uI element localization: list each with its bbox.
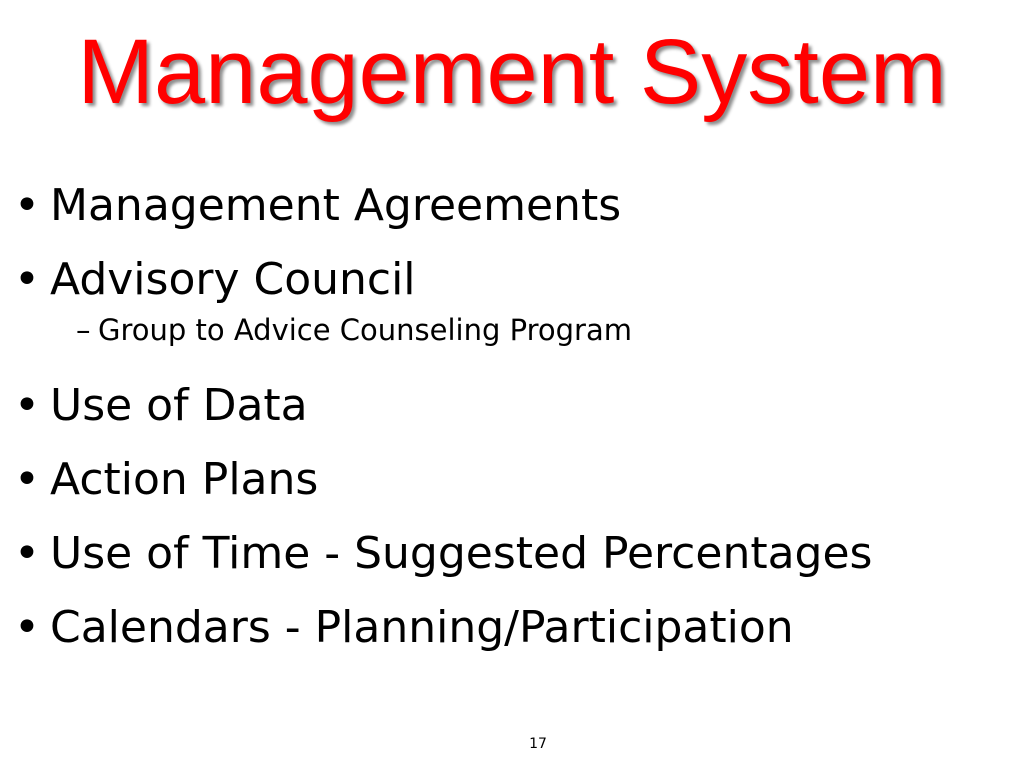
bullet-item: [14, 450, 1004, 510]
slide-title: Management System: [77, 21, 947, 123]
bullet-marker: •: [14, 454, 40, 505]
bullet-marker: •: [14, 254, 40, 305]
bullet-text: Advisory Council: [50, 254, 416, 305]
bullet-text: Action Plans: [50, 454, 319, 505]
bullet-marker: •: [14, 528, 40, 579]
bullet-item: [14, 250, 1004, 310]
bullet-text: Use of Time - Suggested Percentages: [50, 528, 873, 579]
bullet-text: Calendars - Planning/Participation: [50, 602, 794, 653]
bullet-marker: •: [14, 180, 40, 231]
bullet-item: [14, 376, 1004, 436]
bullet-marker: •: [14, 602, 40, 653]
sub-bullet-marker: –: [76, 313, 91, 347]
bullet-item: [14, 598, 1004, 658]
bullet-marker: •: [14, 380, 40, 431]
sub-bullet-item: [14, 310, 1004, 350]
bullet-text: Management Agreements: [50, 180, 622, 231]
bullet-text: Use of Data: [50, 380, 308, 431]
bullet-list: [14, 176, 1004, 672]
sub-bullet-text: Group to Advice Counseling Program: [98, 313, 632, 347]
bullet-item: [14, 524, 1004, 584]
page-number: 17: [529, 736, 547, 752]
bullet-item: [14, 176, 1004, 236]
